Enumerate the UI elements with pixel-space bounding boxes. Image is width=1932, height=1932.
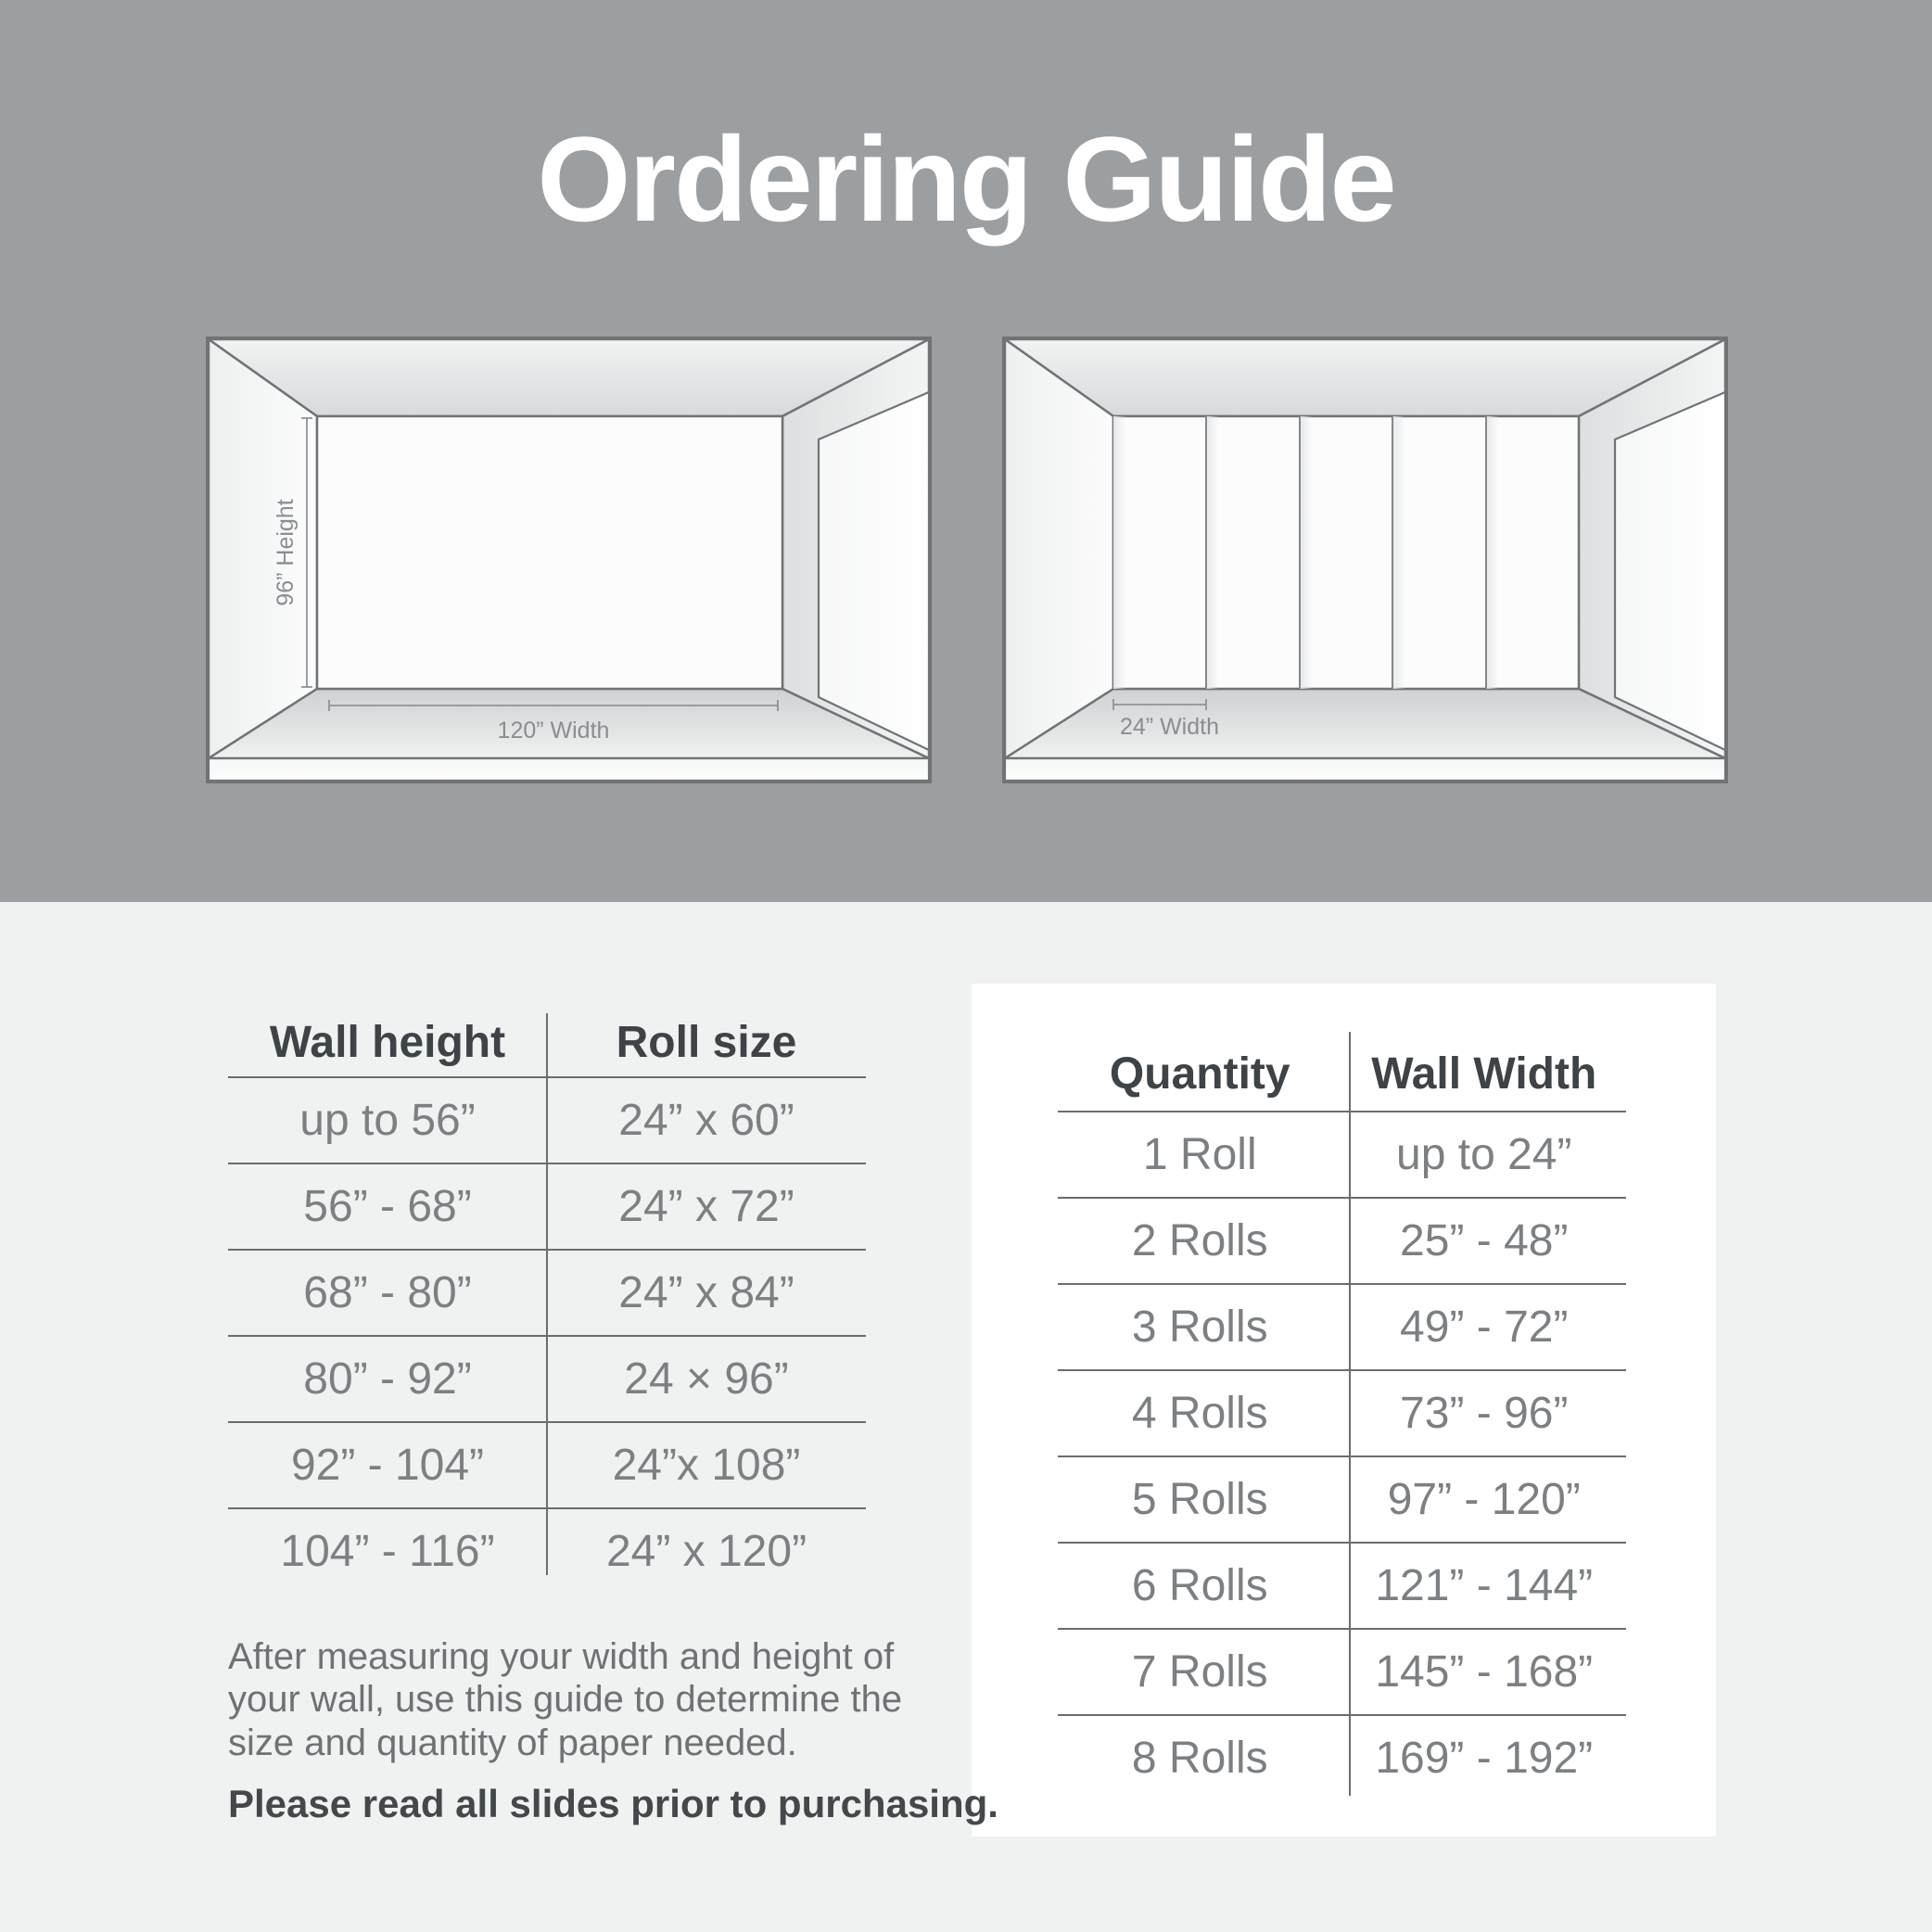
door-opening <box>1615 392 1725 750</box>
roll-size-value: 24” x 72” <box>618 1182 794 1231</box>
column-header-roll-size: Roll size <box>616 1018 797 1067</box>
table-row <box>1058 1112 1626 1197</box>
wall-width-value: 25” - 48” <box>1400 1216 1569 1265</box>
quantity-table-divider <box>1349 1032 1351 1796</box>
floor-front-edge <box>209 758 929 781</box>
door-opening <box>819 392 929 750</box>
panel-width-dimension-label: 24” Width <box>1120 714 1219 740</box>
roll-size-value: 24 × 96” <box>624 1354 789 1404</box>
room-diagram-full-wall <box>206 337 932 783</box>
roll-size-value: 24”x 108” <box>612 1441 801 1490</box>
quantity-value: 2 Rolls <box>1131 1216 1268 1265</box>
wall-width-value: up to 24” <box>1396 1130 1572 1179</box>
wall-height-value: 80” - 92” <box>303 1354 472 1404</box>
wall-width-value: 73” - 96” <box>1400 1389 1569 1438</box>
table-row <box>1058 1542 1626 1628</box>
quantity-value: 6 Rolls <box>1131 1561 1268 1610</box>
width-dimension-label: 120” Width <box>497 718 610 744</box>
wall-height-value: 56” - 68” <box>303 1182 472 1231</box>
table-row <box>1058 1455 1626 1542</box>
table-row <box>1058 1714 1626 1800</box>
table-body <box>1058 1111 1626 1800</box>
page-title: Ordering Guide <box>537 111 1395 247</box>
quantity-value: 3 Rolls <box>1131 1303 1268 1352</box>
wall-height-value: 92” - 104” <box>290 1441 485 1490</box>
quantity-table <box>1058 1036 1626 1800</box>
wall-height-value: 68” - 80” <box>303 1268 472 1317</box>
table-row <box>1058 1628 1626 1714</box>
wall-height-value: 104” - 116” <box>280 1527 495 1576</box>
wall-height-table-divider <box>546 1013 548 1575</box>
room-diagram-panels <box>1002 337 1728 783</box>
quantity-value: 4 Rolls <box>1131 1389 1268 1438</box>
quantity-value: 7 Rolls <box>1131 1647 1268 1697</box>
column-header-quantity: Quantity <box>1109 1049 1290 1099</box>
column-header-wall-height: Wall height <box>269 1018 506 1067</box>
wall-width-value: 49” - 72” <box>1400 1303 1569 1352</box>
wall-width-value: 121” - 144” <box>1375 1561 1594 1610</box>
wall-height-value: up to 56” <box>299 1096 476 1145</box>
quantity-value: 5 Rolls <box>1131 1475 1268 1524</box>
table-row <box>1058 1197 1626 1283</box>
table-header-row <box>1058 1036 1626 1111</box>
column-header-wall-width: Wall Width <box>1371 1049 1597 1099</box>
wall-width-value: 169” - 192” <box>1375 1734 1594 1783</box>
table-row <box>1058 1283 1626 1369</box>
purchase-warning: Please read all slides prior to purchasing. <box>228 1782 998 1825</box>
feature-wall <box>317 416 782 689</box>
roll-size-value: 24” x 84” <box>618 1268 794 1317</box>
feature-wall <box>1113 416 1579 689</box>
table-row <box>1058 1369 1626 1455</box>
quantity-value: 1 Roll <box>1142 1130 1257 1179</box>
roll-size-value: 24” x 60” <box>618 1096 794 1145</box>
quantity-value: 8 Rolls <box>1131 1734 1268 1783</box>
roll-size-value: 24” x 120” <box>605 1527 807 1576</box>
floor-front-edge <box>1005 758 1725 781</box>
wall-width-value: 97” - 120” <box>1387 1475 1581 1524</box>
top-section <box>0 0 1932 902</box>
height-dimension-label: 96” Height <box>273 499 299 606</box>
measuring-instructions: After measuring your width and height of your wall, use this guide to determine the size and quantity of paper needed. <box>228 1636 903 1763</box>
wall-width-value: 145” - 168” <box>1375 1647 1594 1697</box>
